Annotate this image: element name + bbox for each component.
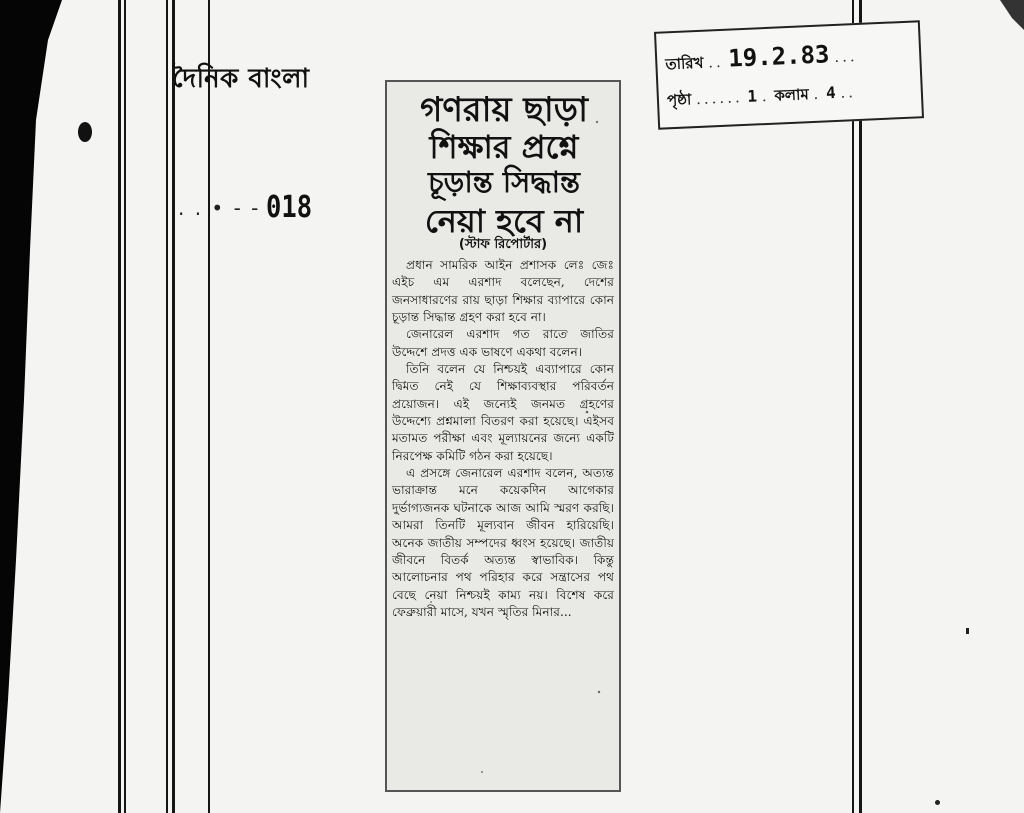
column-value: 4 (825, 82, 837, 103)
article-body (392, 257, 614, 621)
newspaper-name: দৈনিক বাংলা (172, 64, 310, 94)
dot-leader: . (761, 86, 770, 106)
paragraph-3: তিনি বলেন যে নিশ্চয়ই এব্যাপারে কোন দ্বিমত নেই যে শিক্ষাব্যবস্থার পরিবর্তন প্রয়োজন। এই জন্যেই জনমত গ্রহণের উদ্দেশ্যে প্রশ্নমালা বিতরণ করা হয়েছে। এইসব মতামত পরীক্ষা এবং মূল্যায়নের জন্যে একটি নিরপেক্ষ কমিটি গঠন করা হয়েছে। (392, 362, 614, 463)
margin-line-4 (172, 0, 175, 813)
margin-line-1 (118, 0, 121, 813)
speck (966, 628, 969, 634)
reference-dots: . . • - - (178, 196, 261, 220)
margin-line-right-1 (852, 0, 854, 813)
dot-leader: .. (707, 52, 725, 72)
punch-hole (78, 122, 92, 142)
date-row (665, 39, 859, 78)
reference-number: 018 (266, 190, 313, 225)
page-value: 1 (746, 86, 758, 106)
paragraph-1: প্রধান সামরিক আইন প্রশাসক লেঃ জেঃ এইচ এম এরশাদ বলেছেন, দেশের জনসাধারণের রায় ছাড়া শিক্ষার ব্যাপারে কোন চূড়ান্ত সিদ্ধান্ত গ্রহণ করা হবে না। (392, 258, 614, 325)
headline-line-1: গণরায় ছাড়া (420, 90, 588, 130)
page-label: পৃষ্ঠা (666, 90, 692, 110)
speck (935, 800, 940, 805)
paragraph-2: জেনারেল এরশাদ গত রাতে জাতির উদ্দেশে প্রদত্ত এক ভাষণে একথা বলেন। (392, 327, 614, 359)
paragraph-4: এ প্রসঙ্গে জেনারেল এরশাদ বলেন, অত্যন্ত ভারাক্রান্ত মনে কয়েকদিন আগেকার দুর্ভাগ্যজনক ঘটনাকে আজ আমি স্মরণ করছি। আমরা তিনটি মূল্যবান জীবন হারিয়েছি। অনেক জাতীয় সম্পদের ধ্বংস হয়েছে। জাতীয় জীবনে বিতর্ক অত্যন্ত স্বাভাবিক। কিন্তু আলোচনার পথ পরিহার করে সন্ত্রাসের পথ বেছে নেয়া নিশ্চয়ই কাম্য নয়। বিশেষ করে ফেব্রুয়ারী মাসে, যখন স্মৃতির মিনার... (392, 466, 614, 619)
margin-line-2 (124, 0, 126, 813)
date-stamp (654, 20, 924, 130)
dot-leader: . (813, 84, 822, 103)
column-label: কলাম (773, 85, 810, 105)
headline-line-4: নেয়া হবে না (424, 202, 584, 240)
margin-line-3 (166, 0, 168, 813)
dot-leader: ... (833, 46, 858, 66)
headline-line-3: চূড়ান্ত সিদ্ধান্ত (428, 165, 580, 199)
page-row (667, 81, 857, 114)
byline: (স্টাফ রিপোর্টার) (458, 237, 548, 252)
dot-leader: ...... (695, 88, 744, 109)
headline-line-2: শিক্ষার প্রশ্নে (429, 128, 579, 166)
date-value: 19.2.83 (727, 40, 831, 73)
margin-line-right-2 (859, 0, 862, 813)
margin-line-5 (208, 0, 210, 813)
date-label: তারিখ (665, 53, 704, 74)
dot-leader: .. (840, 83, 857, 102)
news-clipping (385, 80, 621, 792)
